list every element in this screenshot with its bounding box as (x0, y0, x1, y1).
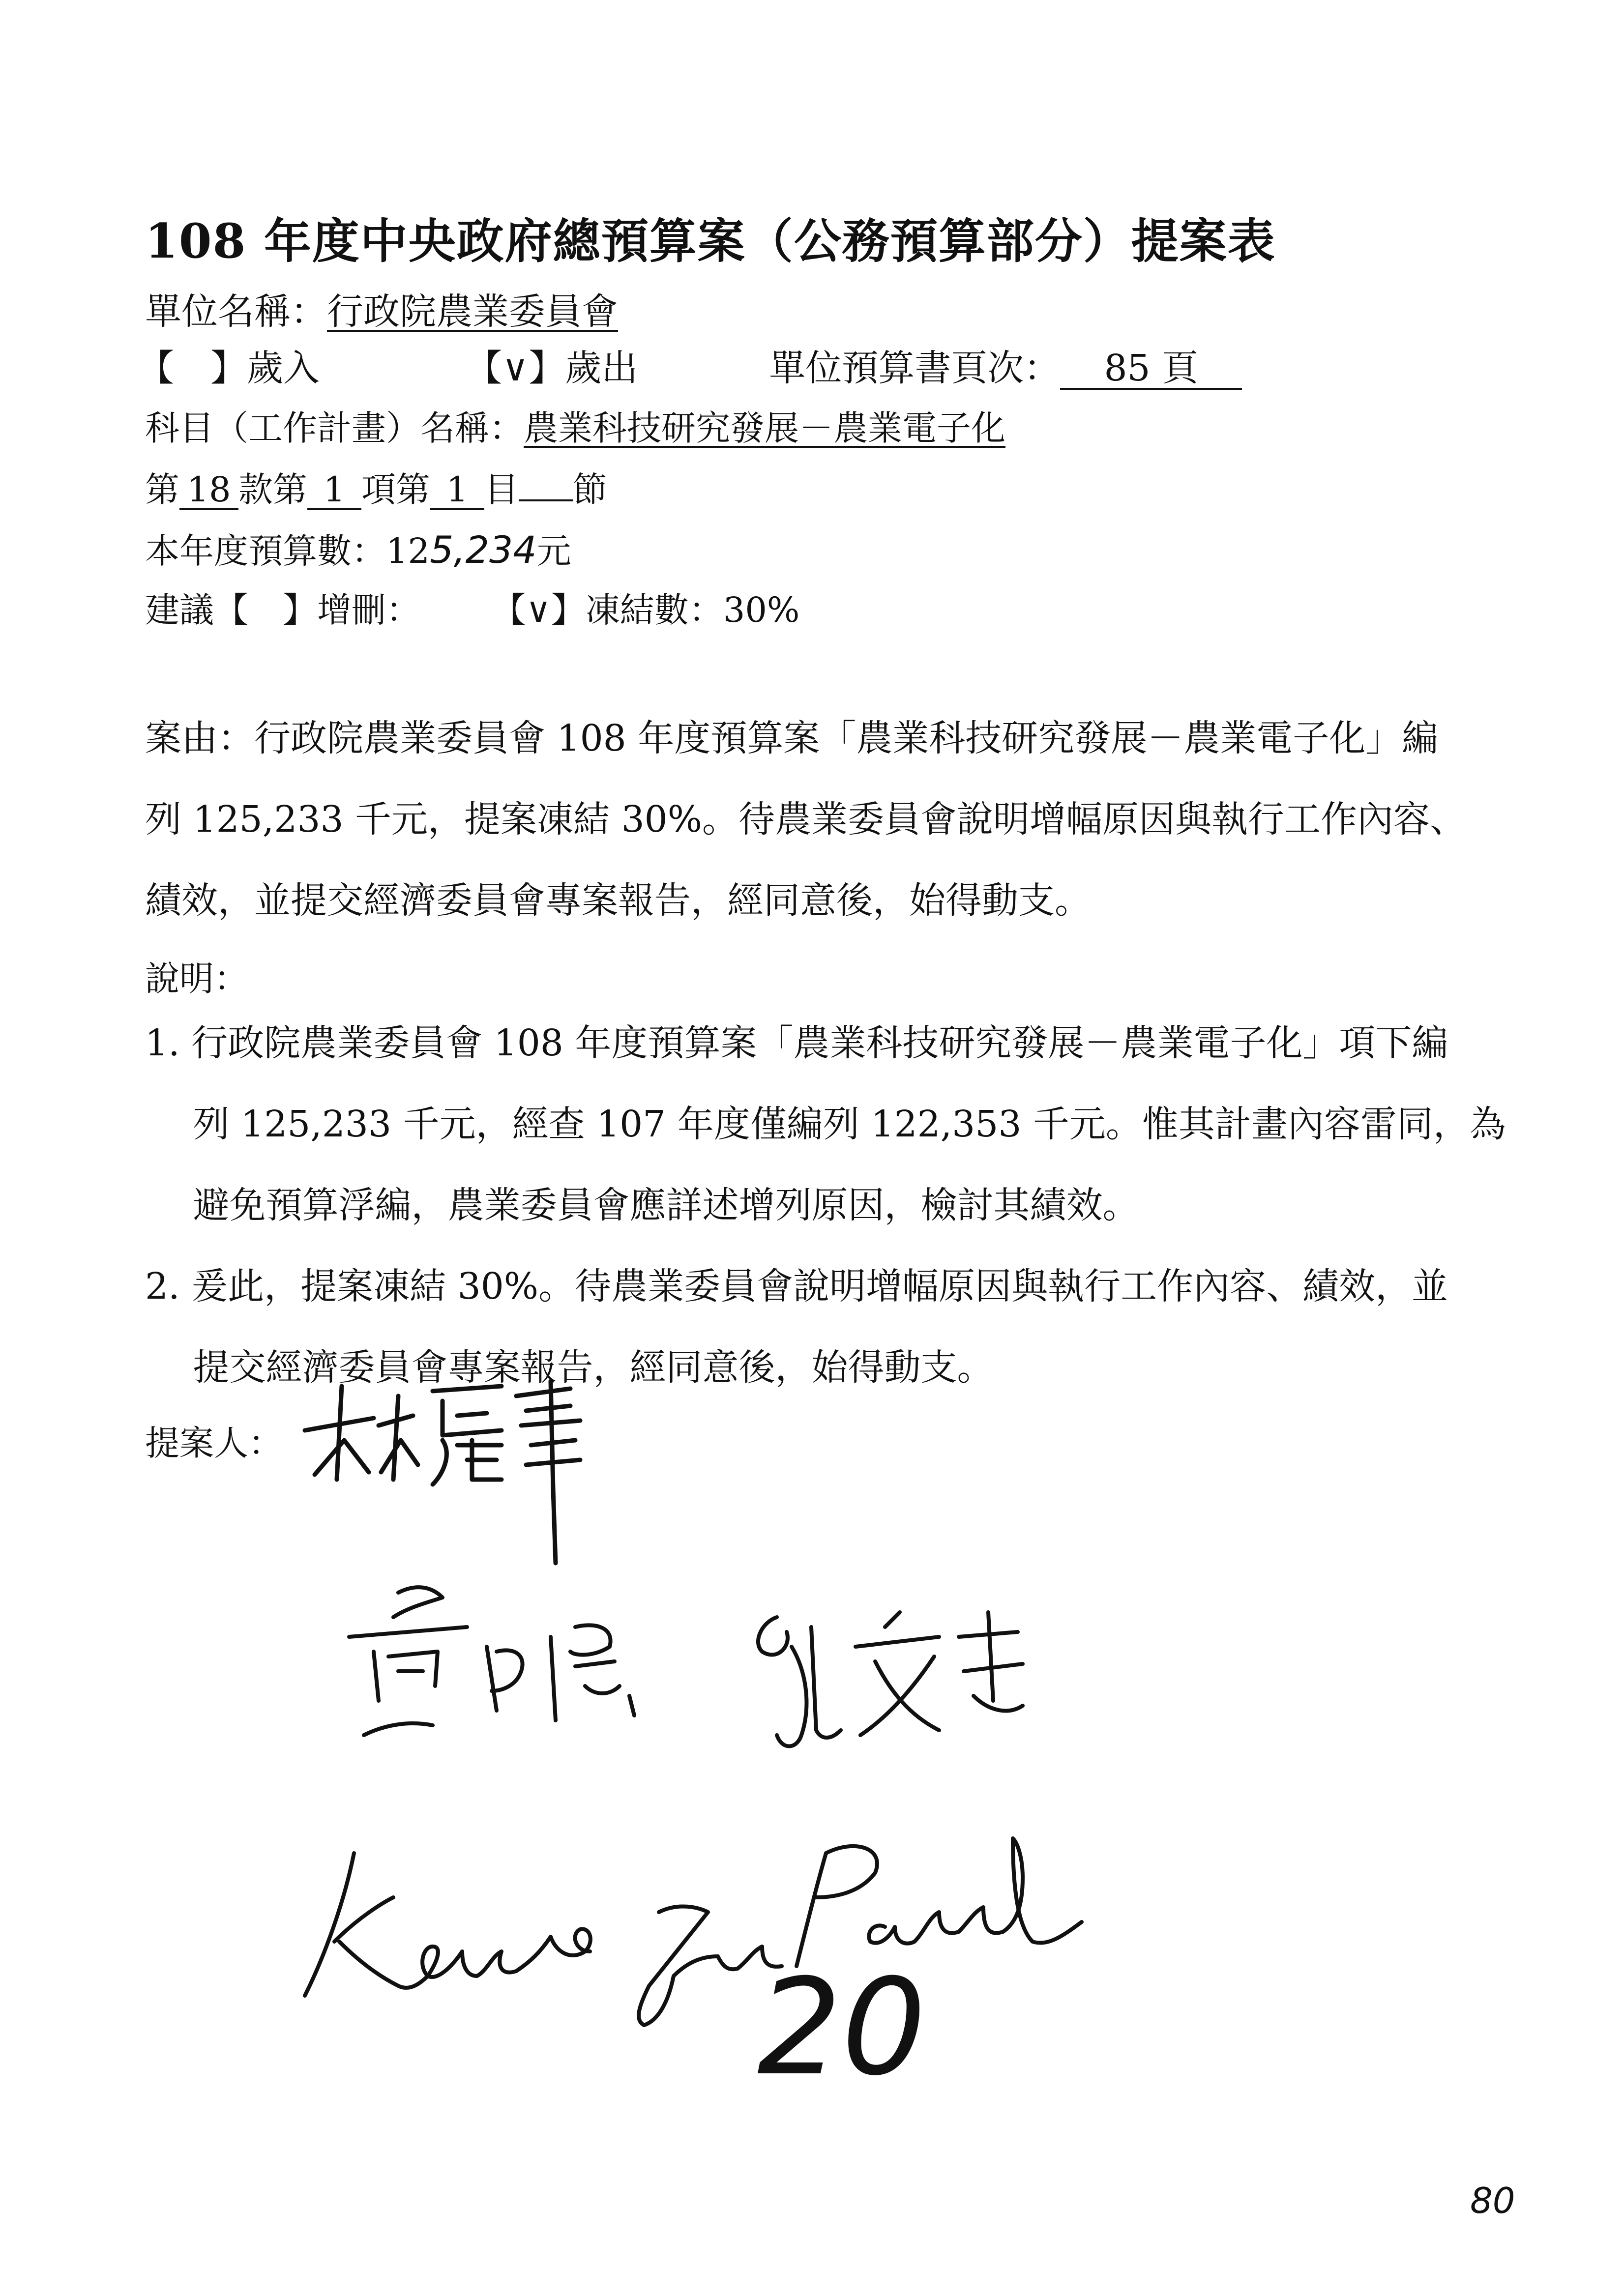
unit-name-label: 單位名稱： (145, 291, 327, 333)
freeze-label: 凍結數：30% (585, 590, 800, 630)
reason-line: 績效，並提交經濟委員會專案報告，經同意後，始得動支。 (145, 879, 1091, 922)
freeze-checkbox: 【∨】 (491, 590, 586, 630)
budget-unit: 元 (536, 531, 571, 571)
kuan-number: 18 (179, 472, 238, 510)
budget-row (145, 523, 571, 573)
section-di: 第 (145, 469, 179, 510)
page-title: 108 年度中央政府總預算案（公務預算部分）提案表 (145, 213, 1276, 269)
subject-row (145, 401, 1005, 450)
unit-name-value: 行政院農業委員會 (327, 291, 618, 333)
explanation-line: 避免預算浮編，農業委員會應詳述增列原因，檢討其績效。 (145, 1184, 1139, 1226)
jie-label: 節 (573, 469, 607, 510)
suggestion-row (145, 582, 799, 632)
handwritten-number: 20 (757, 1950, 926, 2105)
explanation-line: 提交經濟委員會專案報告，經同意後，始得動支。 (145, 1346, 994, 1389)
suggestion-label: 建議 (145, 590, 214, 630)
unit-name-row (145, 283, 618, 335)
budget-label: 本年度預算數： (145, 531, 386, 571)
budget-printed-prefix: 12 (386, 531, 430, 571)
add-checkbox: 【 】 (214, 590, 317, 630)
budget-handwritten-amount: 5,234 (430, 528, 537, 572)
expense-checkbox: 【∨】 (466, 347, 565, 389)
explanation-line: 2. 爰此，提案凍結 30%。待農業委員會說明增幅原因與執行工作內容、績效，並 (145, 1265, 1448, 1308)
explanation-line: 1. 行政院農業委員會 108 年度預算案「農業科技研究發展－農業電子化」項下編 (145, 1022, 1448, 1064)
mu-number: 1 (430, 472, 484, 510)
section-row (145, 462, 607, 512)
explanation-label: 說明： (145, 959, 248, 999)
add-delete-label: 增刪： (317, 590, 420, 630)
type-row (138, 339, 1242, 391)
mu-label: 目 (484, 469, 519, 510)
revenue-label: 歲入 (247, 347, 320, 389)
expense-label: 歲出 (565, 347, 638, 389)
xiang-label: 項第 (361, 469, 430, 510)
signature-3 (295, 1829, 1205, 2035)
reason-line: 案由：行政院農業委員會 108 年度預算案「農業科技研究發展－農業電子化」編 (145, 717, 1439, 759)
budget-page-value: 85 頁 (1060, 349, 1242, 390)
reason-paragraph (145, 698, 1466, 941)
kuan-label: 款第 (238, 469, 307, 510)
subject-label: 科目（工作計畫）名稱： (145, 408, 524, 448)
explanation-line: 列 125,233 千元，經查 107 年度僅編列 122,353 千元。惟其計畫內容雷同，為 (145, 1103, 1506, 1145)
revenue-checkbox: 【 】 (138, 347, 247, 389)
budget-page-label: 單位預算書頁次： (769, 347, 1061, 389)
xiang-number: 1 (307, 472, 361, 510)
jie-number (519, 499, 573, 501)
signature-2 (320, 1573, 1155, 1779)
subject-value: 農業科技研究發展－農業電子化 (524, 408, 1005, 448)
explanation-list (145, 1003, 1506, 1408)
reason-line: 列 125,233 千元，提案凍結 30%。待農業委員會說明增幅原因與執行工作內容、 (145, 798, 1467, 841)
signature-1 (295, 1366, 600, 1583)
proposer-label: 提案人： (145, 1423, 283, 1463)
page-number: 80 (1470, 2180, 1515, 2221)
